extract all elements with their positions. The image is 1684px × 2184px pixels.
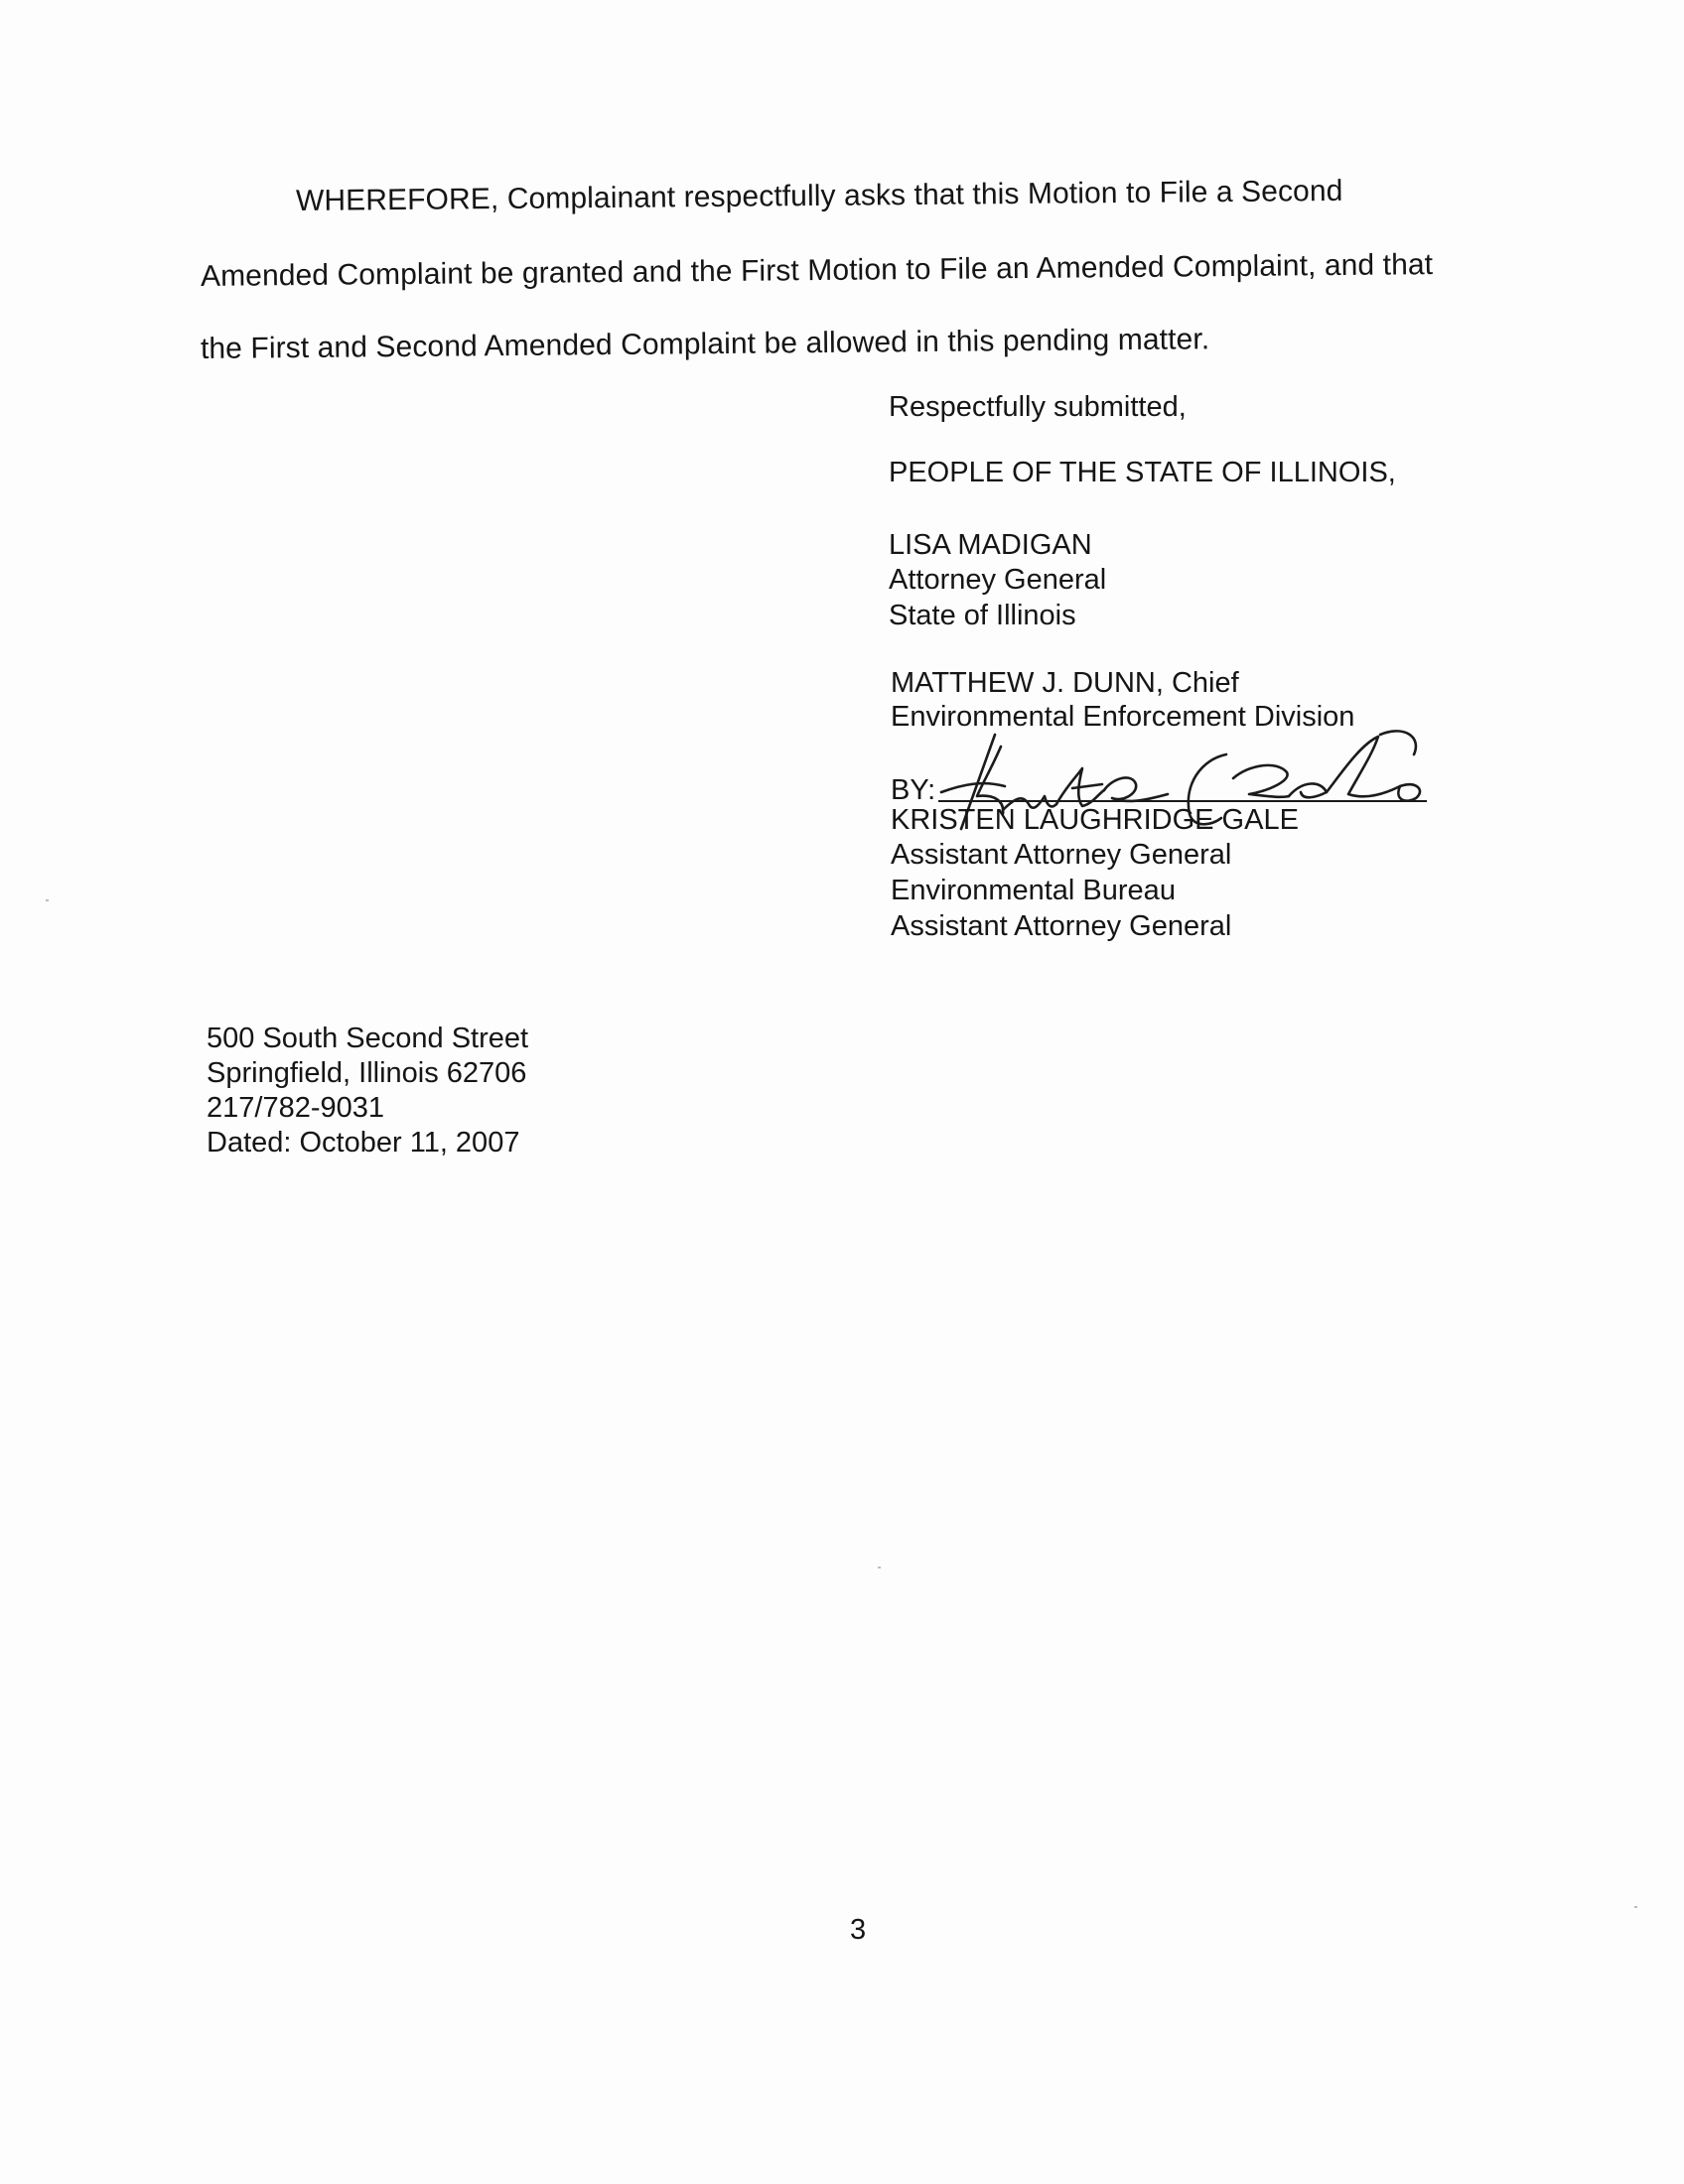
signer-title: Assistant Attorney General	[891, 839, 1232, 871]
state-name: State of Illinois	[889, 600, 1076, 631]
wherefore-line-1: WHEREFORE, Complainant respectfully asks that this Motion to File a Second	[295, 174, 1343, 217]
address-city: Springfield, Illinois 62706	[207, 1057, 527, 1089]
division-chief: MATTHEW J. DUNN, Chief	[891, 667, 1239, 699]
scan-speck	[1634, 1906, 1637, 1908]
dated-line: Dated: October 11, 2007	[207, 1127, 520, 1159]
bureau-name: Environmental Bureau	[891, 875, 1176, 906]
signer-name: KRISTEN LAUGHRIDGE GALE	[891, 804, 1299, 836]
scan-speck	[878, 1567, 881, 1569]
scan-speck	[46, 899, 49, 901]
address-phone: 217/782-9031	[207, 1092, 384, 1124]
division-name: Environmental Enforcement Division	[891, 701, 1355, 733]
address-street: 500 South Second Street	[207, 1023, 529, 1054]
party-name: PEOPLE OF THE STATE OF ILLINOIS,	[889, 457, 1396, 488]
by-label: BY:	[891, 774, 936, 806]
wherefore-line-2: Amended Complaint be granted and the First Motion to File an Amended Complaint, and that	[200, 248, 1434, 293]
closing-text: Respectfully submitted,	[889, 391, 1187, 423]
signer-title-repeat: Assistant Attorney General	[891, 910, 1232, 942]
wherefore-line-3: the First and Second Amended Complaint be allowed in this pending matter.	[200, 323, 1210, 365]
attorney-general-name: LISA MADIGAN	[889, 529, 1092, 561]
attorney-general-title: Attorney General	[889, 564, 1107, 596]
page-number: 3	[850, 1914, 867, 1946]
